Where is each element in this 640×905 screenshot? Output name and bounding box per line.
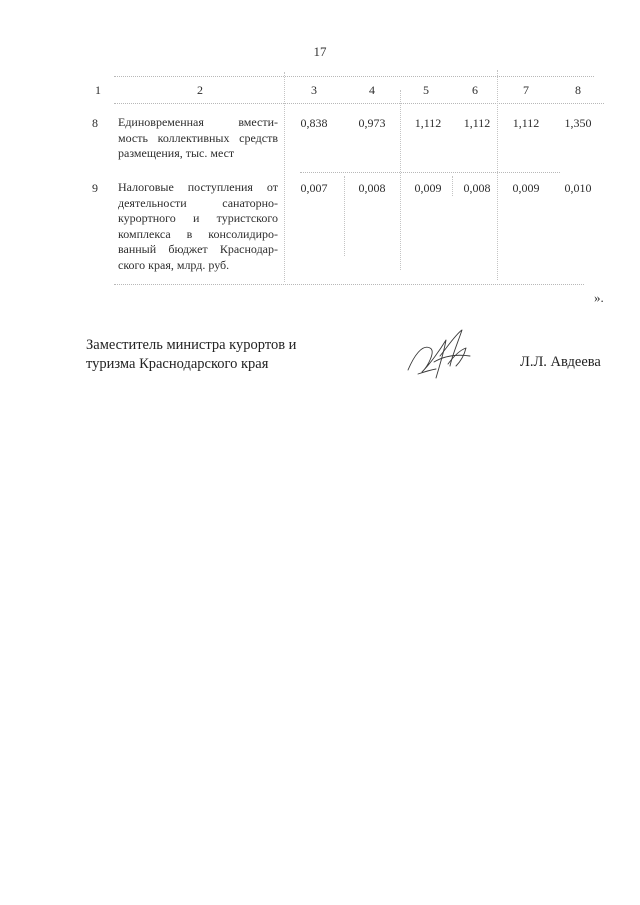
description-line: деятельности санаторно-: [118, 195, 278, 210]
row-index: 8: [92, 116, 98, 130]
column-separator: [452, 176, 453, 196]
value-cell: 1,350: [564, 116, 592, 130]
description-line: мость коллективных средств: [118, 130, 278, 145]
value-cell: 0,009: [512, 181, 540, 195]
description-line: курортного и туристского: [118, 211, 278, 225]
value-cell: 1,112: [463, 116, 491, 130]
signatory-name: Л.Л. Авдеева: [520, 354, 601, 370]
row-separator-top: [114, 76, 594, 77]
header-cell: 2: [197, 83, 203, 97]
row-description: [118, 180, 278, 273]
page-number: 17: [313, 44, 327, 59]
value-cell: 0,010: [564, 181, 592, 195]
header-cell: 6: [472, 83, 478, 97]
header-cell: 5: [423, 83, 429, 97]
description-line: ванный бюджет Краснодар-: [118, 242, 278, 256]
column-separator: [344, 176, 345, 256]
closing-quote: ».: [594, 290, 604, 305]
description-line: ского края, млрд. руб.: [118, 257, 230, 272]
description-line: размещения, тыс. мест: [118, 146, 235, 160]
row-separator-header: [114, 103, 604, 104]
row-separator-bottom: [114, 284, 584, 285]
header-cell: 8: [575, 83, 581, 97]
signatory-title: [86, 336, 296, 374]
header-cell: 4: [369, 83, 375, 97]
header-cell: 7: [523, 83, 529, 97]
handwritten-signature-icon: [400, 326, 480, 386]
signatory-title-line: Заместитель министра курортов и: [86, 337, 297, 353]
column-separator: [497, 70, 498, 280]
signatory-title-line: туризма Краснодарского края: [86, 356, 269, 372]
description-line: Налоговые поступления от: [118, 180, 278, 194]
value-cell: 0,008: [463, 181, 491, 195]
value-cell: 0,973: [358, 116, 386, 130]
row-index: 9: [92, 181, 98, 195]
value-cell: 1,112: [512, 116, 540, 130]
value-cell: 0,008: [358, 181, 386, 195]
column-separator: [284, 72, 285, 282]
header-cell: 3: [311, 83, 317, 97]
description-line: комплекса в консолидиро-: [118, 226, 278, 241]
header-cell: 1: [95, 83, 101, 97]
value-cell: 1,112: [414, 116, 442, 130]
row-separator-mid: [300, 172, 560, 173]
description-line: Единовременная вмести-: [118, 115, 278, 129]
value-cell: 0,009: [414, 181, 442, 195]
value-cell: 0,007: [300, 181, 328, 195]
value-cell: 0,838: [300, 116, 328, 130]
column-separator: [400, 90, 401, 270]
row-description: [118, 115, 278, 162]
